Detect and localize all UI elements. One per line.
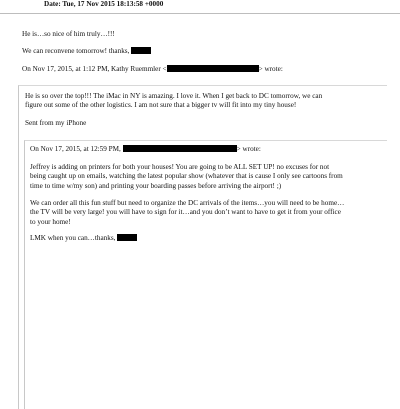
reply-attribution xyxy=(22,65,283,74)
quote1-paragraph xyxy=(25,92,322,111)
quote1-attribution-text: On Nov 17, 2015, at 12:59 PM, xyxy=(30,145,121,153)
quote1-attribution-tail: > wrote: xyxy=(236,145,261,153)
header-divider xyxy=(0,13,400,14)
redaction-bar xyxy=(123,145,237,152)
quote2-line: time to time w/my son) and printing your boarding passes before arriving the airport! ;) xyxy=(30,181,282,190)
redaction-bar xyxy=(117,234,137,241)
reply-line-1: He is…so nice of him truly…!!! xyxy=(22,30,115,38)
quote1-signature: Sent from my iPhone xyxy=(25,119,87,127)
quote2-closing xyxy=(30,234,137,243)
quote2-line: being caught up on emails, watching the latest popular show (whatever that is cause I only see cartoons from xyxy=(30,172,343,181)
quote2-line: We can order all this fun stuff but need to organize the DC arrivals of the items…you will need to be home… xyxy=(30,199,345,207)
reply-attribution-text: On Nov 17, 2015, at 1:12 PM, Kathy Ruemmler < xyxy=(22,65,167,73)
reply-line-2-text: We can reconvene tomorrow! thanks, xyxy=(22,47,130,55)
redaction-bar xyxy=(167,65,259,72)
reply-attribution-tail: > wrote: xyxy=(258,65,283,73)
quote2-line: Jeffrey is adding on printers for both your houses! You are going to be ALL SET UP! no excuses for not xyxy=(30,163,330,171)
quote2-paragraph-2 xyxy=(30,199,344,227)
reply-line-2 xyxy=(22,47,151,56)
quote1-attribution xyxy=(30,145,261,154)
quote2-paragraph-1 xyxy=(30,163,343,191)
quote2-line: the TV will be very large! you will have to sign for it…and you don’t want to have to get it from your office xyxy=(30,208,341,217)
quote1-line: figure out some of the other logistics. I am not sure that a bigger tv will fit into my tiny house! xyxy=(25,101,297,110)
quote2-closing-text: LMK when you can…thanks, xyxy=(30,234,116,242)
email-date: Date: Tue, 17 Nov 2015 18:13:58 +0000 xyxy=(44,0,164,8)
redaction-bar xyxy=(131,47,151,54)
quote2-line: to your home! xyxy=(30,217,71,226)
quote1-line: He is so over the top!!! The iMac in NY is amazing. I love it. When I get back to DC tomorrow, we can xyxy=(25,92,323,100)
